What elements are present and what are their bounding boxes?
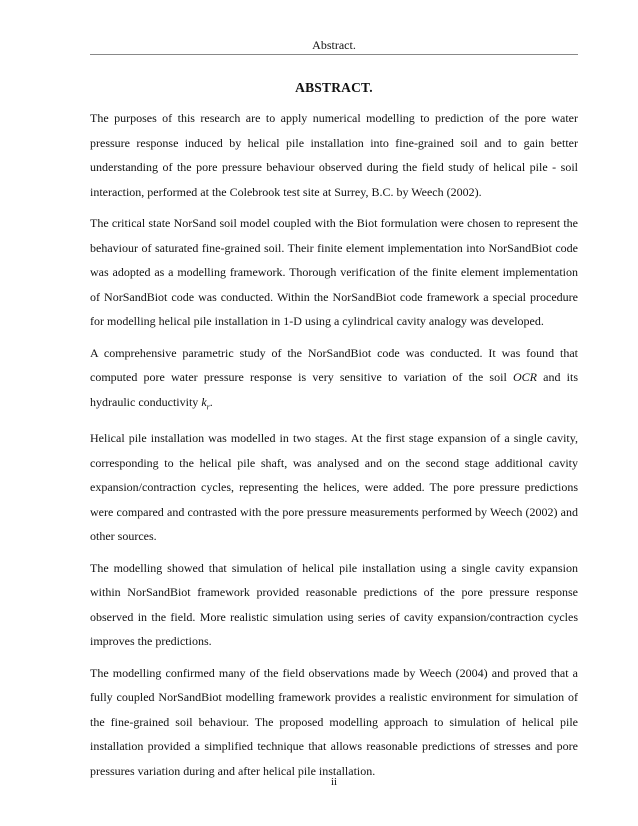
paragraph-text: The modelling showed that simulation of helical pile installation using a single cavity expansion within NorSandBiot framework provided reasonable predictions of the pore pressure response observed in the field. More realistic simulation using series of cavity expansion/contraction cycles improves the predictions. [90, 560, 578, 649]
paragraph [90, 106, 578, 204]
abstract-body [90, 106, 578, 783]
paragraph-text: A comprehensive parametric study of the NorSandBiot code was conducted. It was found that computed pore water pressure response is very sensitive to variation of the soil [90, 345, 578, 384]
italic-text: OCR [512, 370, 537, 384]
paragraph-text: Helical pile installation was modelled in two stages. At the first stage expansion of a single cavity, corresponding to the helical pile shaft, was analysed and on the second stage additional cavity expansion/contraction cycles, representing the helices, were added. The pore pressure predictions were compared and contrasted with the pore pressure measurements performed by Weech (2002) and other sources. [90, 431, 578, 544]
paragraph [90, 211, 578, 334]
paragraph-text: The purposes of this research are to apply numerical modelling to prediction of the pore water pressure response induced by helical pile installation into fine-grained soil and to gain better understanding of the pore pressure behaviour observed during the field study of helical pile - soil interaction, performed at the Colebrook test site at Surrey, B.C. by Weech (2002). [90, 111, 578, 199]
page-number: ii [330, 776, 338, 788]
paragraph [90, 556, 578, 654]
italic-text: k [201, 394, 207, 409]
paragraph [90, 426, 578, 549]
subscript-text: r [206, 401, 210, 411]
paragraph-text: and its hydraulic conductivity [90, 370, 579, 409]
running-header: Abstract. [312, 38, 356, 52]
paragraph-text: . [209, 394, 213, 409]
paragraph-text: The modelling confirmed many of the field observations made by Weech (2004) and proved that a fully coupled NorSandBiot modelling framework provides a realistic environment for simulation of the fine-grained soil behaviour. The proposed modelling approach to simulation of helical pile installation provided a simplified technique that allows reasonable predictions of stresses and pore pressures variation during and after helical pile installation. [90, 665, 578, 778]
paragraph-text: The critical state NorSand soil model coupled with the Biot formulation were chosen to represent the behaviour of saturated fine-grained soil. Their finite element implementation into NorSandBiot code was adopted as a modelling framework. Thorough verification of the finite element implementation of NorSandBiot code was conducted. Within the NorSandBiot code framework a special procedure for modelling helical pile installation in 1-D using a cylindrical cavity analogy was developed. [90, 216, 578, 328]
page-title: ABSTRACT. [295, 80, 373, 95]
header-rule [90, 54, 578, 55]
paragraph [90, 661, 578, 784]
paragraph [90, 341, 578, 420]
